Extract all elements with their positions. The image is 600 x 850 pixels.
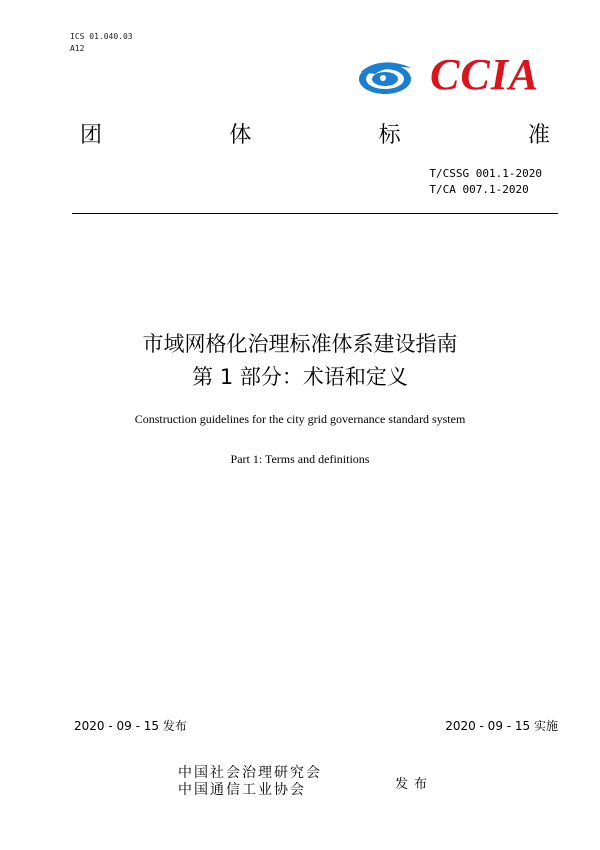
- header-divider: [72, 213, 558, 214]
- issuer-org: 中国通信工业协会: [178, 782, 306, 798]
- standard-type-char: 体: [229, 123, 252, 148]
- ics-code: ICS 01.040.03: [70, 32, 133, 41]
- standard-type-char: 团: [80, 123, 103, 148]
- ccia-logo-text: CCIA: [430, 50, 540, 99]
- standard-numbers: [429, 166, 542, 198]
- standard-type-char: 准: [527, 123, 550, 148]
- issue-date: 2020 - 09 - 15 发布: [74, 719, 187, 733]
- standard-number-cssg: T/CSSG 001.1-2020: [429, 167, 542, 180]
- standard-type-char: 标: [378, 123, 401, 148]
- ccia-logo: [355, 52, 555, 102]
- document-part-title-en: Part 1: Terms and definitions: [230, 452, 370, 466]
- document-title-en: Construction guidelines for the city grid governance standard system: [134, 412, 466, 426]
- issuing-organizations: [178, 765, 322, 799]
- ccia-bird-globe-icon: [355, 58, 415, 98]
- title-cn-line2: 第 1 部分：术语和定义: [192, 365, 408, 389]
- document-title-cn: [0, 328, 600, 394]
- standard-number-ca: T/CA 007.1-2020: [429, 183, 529, 196]
- issue-label: 发布: [395, 777, 434, 792]
- implementation-date: 2020 - 09 - 15 实施: [445, 719, 558, 733]
- classification-codes: [70, 31, 133, 55]
- standard-type-heading: [80, 118, 550, 148]
- title-cn-line1: 市域网格化治理标准体系建设指南: [142, 332, 458, 356]
- issuer-org: 中国社会治理研究会: [178, 765, 322, 781]
- ccs-code: A12: [70, 44, 85, 53]
